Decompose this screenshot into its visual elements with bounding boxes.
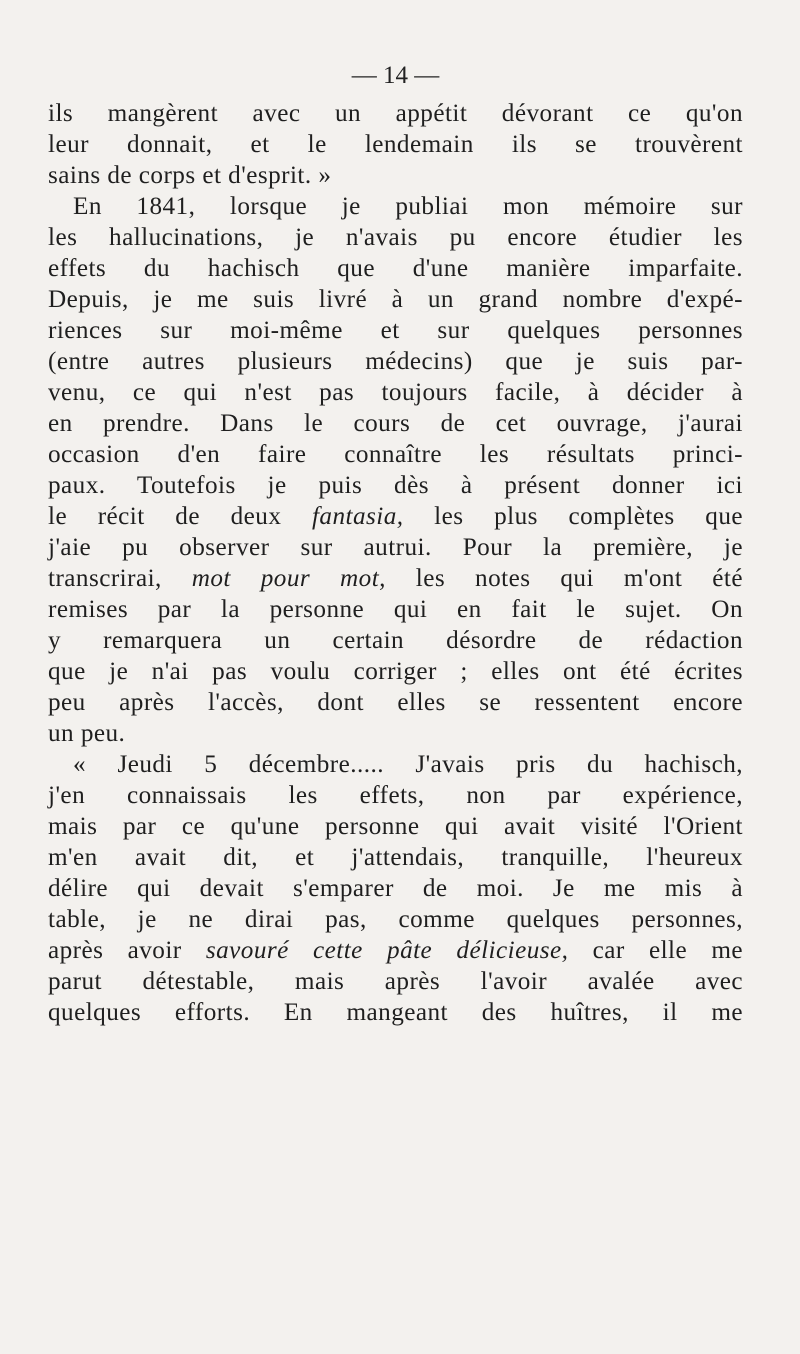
text-line: [48, 377, 743, 408]
text-line: [48, 966, 743, 997]
text-line: [48, 222, 743, 253]
text-line: [48, 904, 743, 935]
text-line: [48, 842, 743, 873]
text-line: [48, 253, 743, 284]
text-line: [48, 284, 743, 315]
text-line: [48, 997, 743, 1028]
text-line: [48, 98, 743, 129]
text-run: effets du hachisch que d'une manière imparfaite.: [48, 255, 743, 282]
text-run: le récit de deux: [48, 503, 312, 530]
text-line: [48, 594, 743, 625]
text-line: [48, 501, 743, 532]
text-line: [48, 408, 743, 439]
text-run: paux. Toutefois je puis dès à présent donner ici: [48, 472, 743, 499]
text-run: un peu.: [48, 720, 126, 747]
text-line: [48, 873, 743, 904]
text-run: occasion d'en faire connaître les résultats princi-: [48, 441, 743, 468]
text-run: Depuis, je me suis livré à un grand nombre d'expé-: [48, 286, 743, 313]
text-line: [48, 191, 743, 222]
text-run: que je n'ai pas voulu corriger ; elles ont été écrites: [48, 658, 743, 685]
text-run: parut détestable, mais après l'avoir avalée avec: [48, 968, 743, 995]
text-line: [48, 439, 743, 470]
text-run: remises par la personne qui en fait le sujet. On: [48, 596, 743, 623]
text-run: y remarquera un certain désordre de rédaction: [48, 627, 743, 654]
text-line: [48, 935, 743, 966]
text-line: [48, 129, 743, 160]
text-run: sains de corps et d'esprit. »: [48, 162, 332, 189]
text-line: [48, 687, 743, 718]
text-line: [48, 315, 743, 346]
text-run: les notes qui m'ont été: [385, 565, 743, 592]
text-run: délire qui devait s'emparer de moi. Je me mis à: [48, 875, 743, 902]
text-run: venu, ce qui n'est pas toujours facile, à décider à: [48, 379, 743, 406]
text-line: [48, 749, 743, 780]
text-line: [48, 780, 743, 811]
text-run: quelques efforts. En mangeant des huîtres, il me: [48, 999, 743, 1026]
text-run: m'en avait dit, et j'attendais, tranquille, l'heureux: [48, 844, 743, 871]
italic-text: savouré cette pâte délicieuse,: [205, 937, 569, 964]
text-run: table, je ne dirai pas, comme quelques personnes,: [48, 906, 743, 933]
page-number: — 14 —: [351, 62, 440, 89]
text-run: « Jeudi 5 décembre..... J'avais pris du hachisch,: [73, 751, 743, 778]
text-run: mais par ce qu'une personne qui avait visité l'Orient: [48, 813, 743, 840]
text-run: En 1841, lorsque je publiai mon mémoire sur: [73, 193, 743, 220]
text-run: après avoir: [48, 937, 206, 964]
text-line: [48, 625, 743, 656]
text-run: ils mangèrent avec un appétit dévorant ce qu'on: [48, 100, 743, 127]
text-run: car elle me: [568, 937, 744, 964]
italic-text: mot pour mot,: [191, 565, 386, 592]
italic-text: fantasia,: [311, 503, 404, 530]
text-run: j'aie pu observer sur autrui. Pour la première, je: [48, 534, 743, 561]
text-run: (entre autres plusieurs médecins) que je suis par-: [48, 348, 743, 375]
text-line: [48, 470, 743, 501]
text-run: j'en connaissais les effets, non par expérience,: [48, 782, 743, 809]
text-line: [48, 532, 743, 563]
text-line: [48, 563, 743, 594]
text-run: peu après l'accès, dont elles se ressentent encore: [48, 689, 743, 716]
text-run: riences sur moi-même et sur quelques personnes: [48, 317, 743, 344]
text-line: [48, 718, 743, 749]
text-line: [48, 160, 743, 191]
text-run: en prendre. Dans le cours de cet ouvrage, j'aurai: [48, 410, 743, 437]
text-run: leur donnait, et le lendemain ils se trouvèrent: [48, 131, 743, 158]
text-run: les plus complètes que: [403, 503, 743, 530]
text-line: [48, 811, 743, 842]
text-line: [48, 656, 743, 687]
page-body: [48, 98, 743, 1028]
text-line: [48, 346, 743, 377]
text-run: les hallucinations, je n'avais pu encore étudier les: [48, 224, 743, 251]
text-run: transcrirai,: [48, 565, 192, 592]
